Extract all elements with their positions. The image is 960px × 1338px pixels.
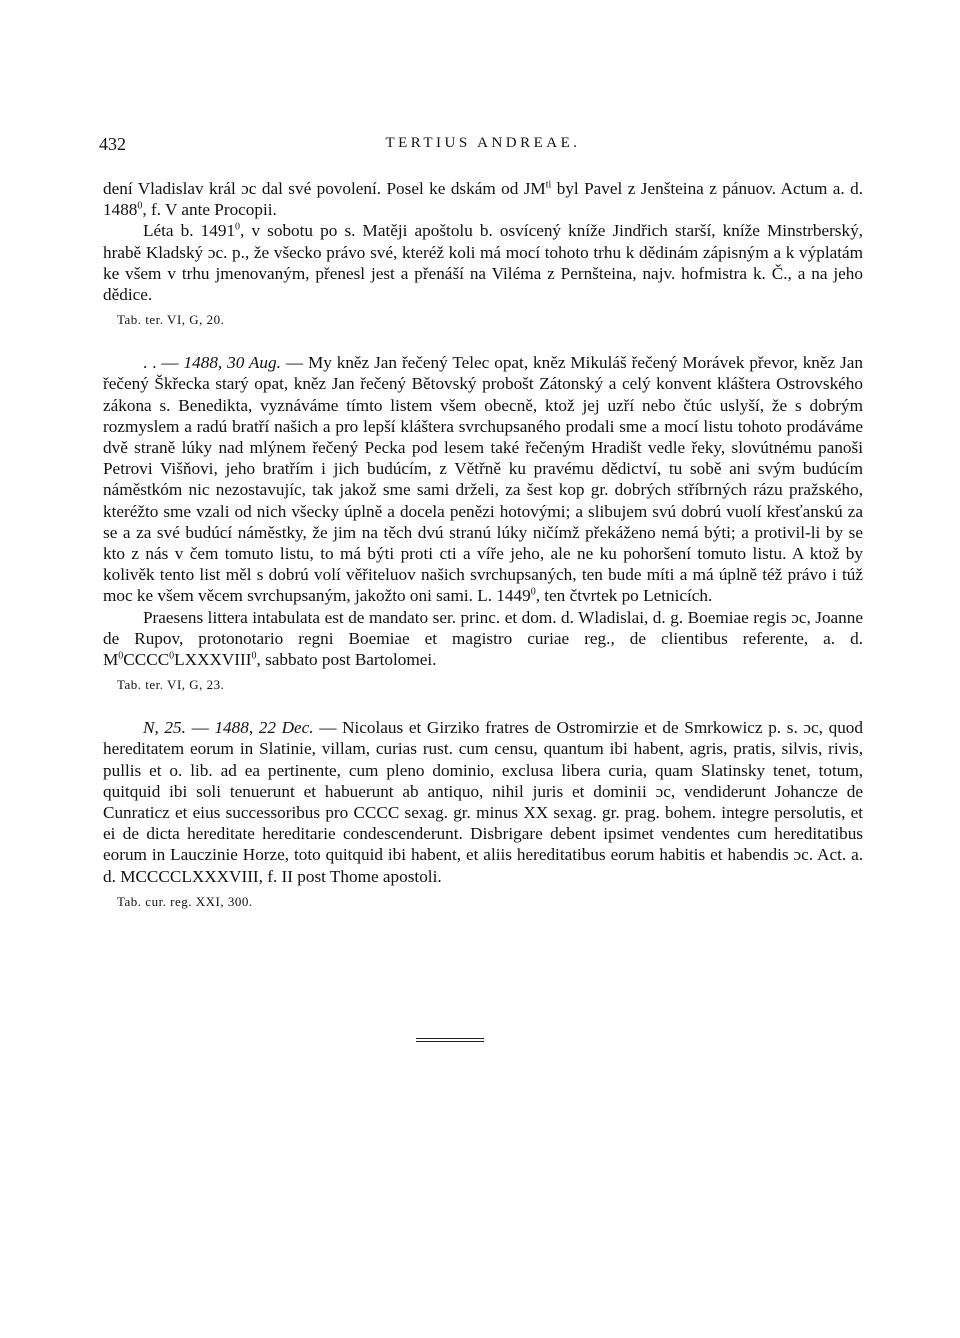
end-rule-divider <box>416 1038 484 1044</box>
source-citation: Tab. cur. reg. XXI, 300. <box>117 893 253 909</box>
entry-1488-aug: . . — 1488, 30 Aug. — My kněz Jan řečený Telec opat, kněz Mikuláš řečený Morávek převor, kněz Jan řečený Škřecka starý opat, kněz Jan řečený Bětovský probošt Zátonský a celý konvent kláštera Ostrovského zákona s. Benedikta, vyznáváme tímto listem všem obecně, ktož jej uzří nebo čtúc uslyší, že s dobrým rozmyslem a radú bratří našich a pro lepší kláštera svrchupsaného prodali sme a mocí listu tohoto prodáváme dvě straně lúky nad mlýnem řečený Pecka pod lesem také řečeným Hradišt vedle řeky, slovútnému panoši Petrovi Višňovi, jeho bratřím i jich budúcím, z Větřně ku pravému dědictví, tu sobě ani svým budúcím náměstkóm nic nezostavujíc, tak jakož sme sami drželi, za šest kop gr. dobrých stříbrných rázu pražského, kteréžto sme vzali od nich všecky úplně a docela penězi hotovými; a slibujem svú dobrú vuolí křesťanskú za se a za své budúcí náměstky, že jim na těch dvú stranú lúky ničímž překáženo nemá býti; a protivil-li by se kto z nás v čem tomuto listu, to má býti proti cti a víře jeho, ale ne ku pohoršení tomuto listu. A ktož by kolivěk tento list měl s dobrú volí věřiteluov našich svrchupsaných, ten bude míti a má úplně též právo i túž moc ke všem věcem svrchupsaným, jakožto oni sami. L. 1449$^0$, ten čtvrtek po Letnicích. <box>103 353 863 606</box>
page-header <box>99 134 863 156</box>
running-title: TERTIUS ANDREAE. <box>385 135 581 151</box>
entry-date: 1488, 30 Aug. <box>183 353 281 373</box>
source-citation: Tab. ter. VI, G, 23. <box>117 677 225 693</box>
source-citation: Tab. ter. VI, G, 20. <box>117 312 225 328</box>
page-body <box>103 178 863 911</box>
entry-1491: Léta b. 1491$^0$, v sobotu po s. Matěji apoštolu b. osvícený kníže Jindřich starší, kníže Minstrberský, hrabě Kladský ɔc. p., že všecko právo své, kteréž koli má mocí tohoto trhu k dědinám zápisným a k výplatám ke všem v trhu jmenovaným, přenesl jest a přenáší na Viléma z Pernšteina, najv. hofmistra k. Č., a na jeho dědice. <box>103 221 863 305</box>
page-number: 432 <box>99 134 126 154</box>
entry-1488-dec: N, 25. — 1488, 22 Dec. — Nicolaus et Girziko fratres de Ostromirzie et de Smrkowicz p. s. ɔc, quod hereditatem eorum in Slatinie, villam, curias rust. cum censu, quantum ibi habent, agris, pratis, silvis, rivis, pullis et o. lib. ad ea pertinente, cum pleno dominio, exclusa libera curia, quam Slatinsky tenet, totum, quitquid ibi soli tenuerunt et habuerunt ab antiquo, nihil juris et dominii ɔc, vendiderunt Johancze de Cunraticz et eius successoribus pro CCCC sexag. gr. minus XX sexag. gr. prag. bohem. integre persolutis, et ei de dicta hereditate hereditarie condescenderunt. Disbrigare debent ipsimet vendentes cum hereditatibus eorum in Lauczinie Horze, toto quitquid ibi habent, et aliis hereditatibus eorum habitis et habendis ɔc. Act. a. d. MCCCCLXXXVIII, f. II post Thome apostoli. <box>103 718 863 886</box>
intabulation-note: Praesens littera intabulata est de mandato ser. princ. et dom. d. Wladislai, d. g. Boemiae regis ɔc, Joanne de Rupov, protonotario regni Boemiae et magistro curiae reg., de clientibus referente, a. d. $M^0CCCC^0LXXXVIII^0$, sabbato post Bartolomei. <box>103 607 863 670</box>
entry-date: 1488, 22 Dec. <box>214 718 314 738</box>
entry-ref: N, 25. <box>143 718 186 738</box>
entry-continuation: dení Vladislav král ɔc dal své povolení. Posel ke dskám od $JM^{ti}$ byl Pavel z Jenšteina z pánuov. Actum a. d. 1488$^0$, f. V ante Procopii. <box>103 179 864 220</box>
